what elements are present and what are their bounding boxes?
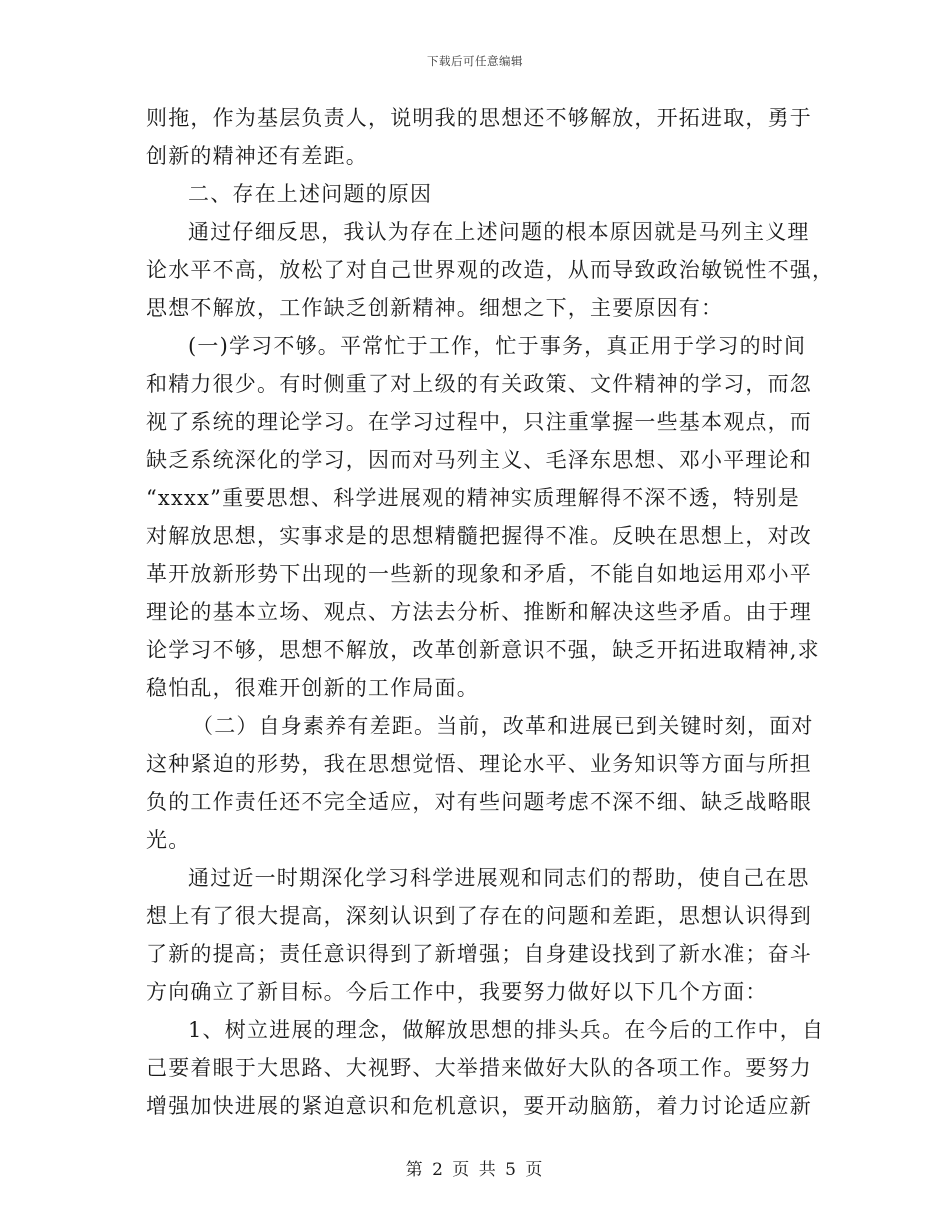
text-line: 和精力很少。有时侧重了对上级的有关政策、文件精神的学习，而忽 [146, 372, 812, 396]
document-body [146, 99, 835, 1125]
text-line: 则拖，作为基层负责人，说明我的思想还不够解放，开拓进取，勇于 [146, 106, 812, 130]
text-line: 对解放思想，实事求是的思想精髓把握得不准。反映在思想上，对改 [146, 524, 812, 548]
page-number: 第 2 页 共 5 页 [405, 1160, 545, 1180]
section-heading: 二、存在上述问题的原因 [188, 182, 433, 206]
text-line: 缺乏系统深化的学习，因而对马列主义、毛泽东思想、邓小平理论和 [146, 448, 812, 472]
text-line: 论学习不够，思想不解放，改革创新意识不强，缺乏开拓进取精神,求 [146, 638, 820, 662]
text-line: 了新的提高；责任意识得到了新增强；自身建设找到了新水准；奋斗 [146, 942, 812, 966]
text-line: 这种紧迫的形势，我在思想觉悟、理论水平、业务知识等方面与所担 [146, 752, 812, 776]
text-line: 稳怕乱，很难开创新的工作局面。 [146, 676, 479, 700]
text-line: 通过仔细反思，我认为存在上述问题的根本原因就是马列主义理 [188, 220, 810, 244]
text-line: 革开放新形势下出现的一些新的现象和矛盾，不能自如地运用邓小平 [146, 562, 812, 586]
text-line: (一)学习不够。平常忙于工作，忙于事务，真正用于学习的时间 [188, 334, 807, 358]
text-line: 想上有了很大提高，深刻认识到了存在的问题和差距，思想认识得到 [146, 904, 812, 928]
text-line: 1、树立进展的理念，做解放思想的排头兵。在今后的工作中，自 [188, 1018, 825, 1042]
text-line: 增强加快进展的紧迫意识和危机意识，要开动脑筋，着力讨论适应新 [146, 1094, 812, 1118]
text-line: （二）自身素养有差距。当前，改革和进展已到关键时刻，面对 [192, 714, 814, 738]
text-line: 视了系统的理论学习。在学习过程中，只注重掌握一些基本观点，而 [146, 410, 812, 434]
text-line: 己要着眼于大思路、大视野、大举措来做好大队的各项工作。要努力 [146, 1056, 812, 1080]
text-line: 光。 [146, 828, 191, 852]
text-line: 论水平不高，放松了对自己世界观的改造，从而导致政治敏锐性不强， [146, 258, 835, 282]
text-line: 方向确立了新目标。今后工作中，我要努力做好以下几个方面： [146, 980, 768, 1004]
text-line: 思想不解放，工作缺乏创新精神。细想之下，主要原因有： [146, 296, 724, 320]
page-header: 下载后可任意编辑 [427, 54, 523, 68]
text-line: 负的工作责任还不完全适应，对有些问题考虑不深不细、缺乏战略眼 [146, 790, 812, 814]
text-line: 通过近一时期深化学习科学进展观和同志们的帮助，使自己在思 [188, 866, 810, 890]
text-line: “xxxx”重要思想、科学进展观的精神实质理解得不深不透，特别是 [146, 486, 800, 510]
text-line: 理论的基本立场、观点、方法去分析、推断和解决这些矛盾。由于理 [146, 600, 812, 624]
text-line: 创新的精神还有差距。 [146, 144, 368, 168]
